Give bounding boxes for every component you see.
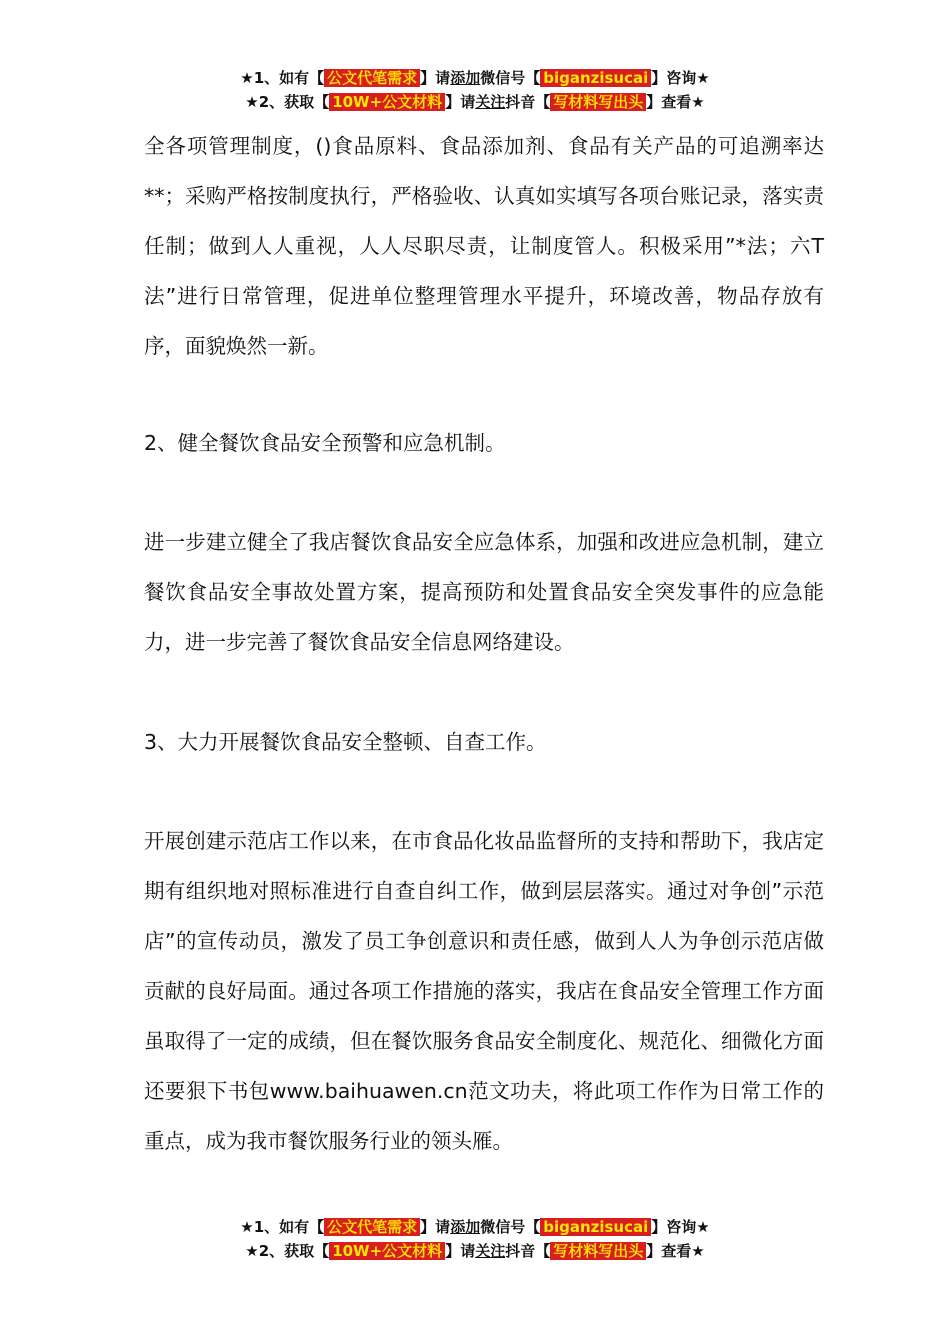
promo-line-1-prefix: ★1、如有【 [240, 69, 325, 87]
promo-underline-follow: 关注 [475, 1242, 506, 1260]
top-promo-banner [0, 66, 950, 114]
promo-line-1 [0, 1215, 950, 1239]
heading-text: 3、大力开展餐饮食品安全整顿、自查工作。 [144, 730, 547, 754]
paragraph-emergency-mechanism [144, 517, 824, 667]
promo-highlight-writing-service: 公文代笔需求 [324, 69, 420, 87]
promo-underline-follow: 关注 [475, 93, 506, 111]
bottom-promo-banner [0, 1215, 950, 1263]
promo-line-1-prefix: ★1、如有【 [240, 1218, 325, 1236]
promo-highlight-wechat-id: biganzisucai [540, 1218, 651, 1236]
promo-line-2-prefix: ★2、获取【 [245, 93, 330, 111]
promo-line-1-suffix: 】咨询★ [651, 69, 710, 87]
promo-line-2-mid2: 抖音【 [505, 93, 551, 111]
promo-line-1-mid: 】请 [420, 1218, 451, 1236]
paragraph-text: 全各项管理制度，()食品原料、食品添加剂、食品有关产品的可追溯率达**；采购严格按制度执行，严格验收、认真如实填写各项台账记录，落实责任制；做到人人重视，人人尽职尽责，让制度管人。积极采用”*法；六T法”进行日常管理，促进单位整理管理水平提升，环境改善，物品存放有序，面貌焕然一新。 [144, 134, 824, 358]
promo-highlight-wechat-id: biganzisucai [540, 69, 651, 87]
promo-highlight-writing-service: 公文代笔需求 [324, 1218, 420, 1236]
promo-highlight-douyin-account: 写材料写出头 [550, 93, 646, 111]
promo-line-1-mid: 】请 [420, 69, 451, 87]
promo-line-2-suffix: 】查看★ [646, 1242, 705, 1260]
paragraph-management-system [144, 121, 824, 371]
promo-line-1-suffix: 】咨询★ [651, 1218, 710, 1236]
promo-line-1-mid2: 微信号【 [480, 69, 541, 87]
promo-line-2-mid2: 抖音【 [505, 1242, 551, 1260]
promo-line-1-mid2: 微信号【 [480, 1218, 541, 1236]
section-heading-3 [144, 717, 824, 767]
paragraph-text: 进一步建立健全了我店餐饮食品安全应急体系，加强和改进应急机制，建立餐饮食品安全事故处置方案，提高预防和处置食品安全突发事件的应急能力，进一步完善了餐饮食品安全信息网络建设。 [144, 530, 824, 654]
paragraph-self-inspection [144, 816, 824, 1166]
promo-highlight-materials: 10W+公文材料 [329, 93, 445, 111]
promo-line-2-prefix: ★2、获取【 [245, 1242, 330, 1260]
promo-underline-add: 添加 [450, 69, 481, 87]
promo-line-2-suffix: 】查看★ [646, 93, 705, 111]
promo-line-2 [0, 90, 950, 114]
promo-highlight-douyin-account: 写材料写出头 [550, 1242, 646, 1260]
promo-line-2 [0, 1239, 950, 1263]
paragraph-text: 开展创建示范店工作以来，在市食品化妆品监督所的支持和帮助下，我店定期有组织地对照标准进行自查自纠工作，做到层层落实。通过对争创”示范店”的宣传动员，激发了员工争创意识和责任感，做到人人为争创示范店做贡献的良好局面。通过各项工作措施的落实，我店在食品安全管理工作方面虽取得了一定的成绩，但在餐饮服务食品安全制度化、规范化、细微化方面还要狠下书包www.baihuawen.cn范文功夫，将此项工作作为日常工作的重点，成为我市餐饮服务行业的领头雁。 [144, 829, 824, 1153]
promo-line-2-mid: 】请 [445, 93, 476, 111]
promo-line-2-mid: 】请 [445, 1242, 476, 1260]
promo-line-1 [0, 66, 950, 90]
section-heading-2 [144, 418, 824, 468]
promo-underline-add: 添加 [450, 1218, 481, 1236]
promo-highlight-materials: 10W+公文材料 [329, 1242, 445, 1260]
heading-text: 2、健全餐饮食品安全预警和应急机制。 [144, 431, 506, 455]
